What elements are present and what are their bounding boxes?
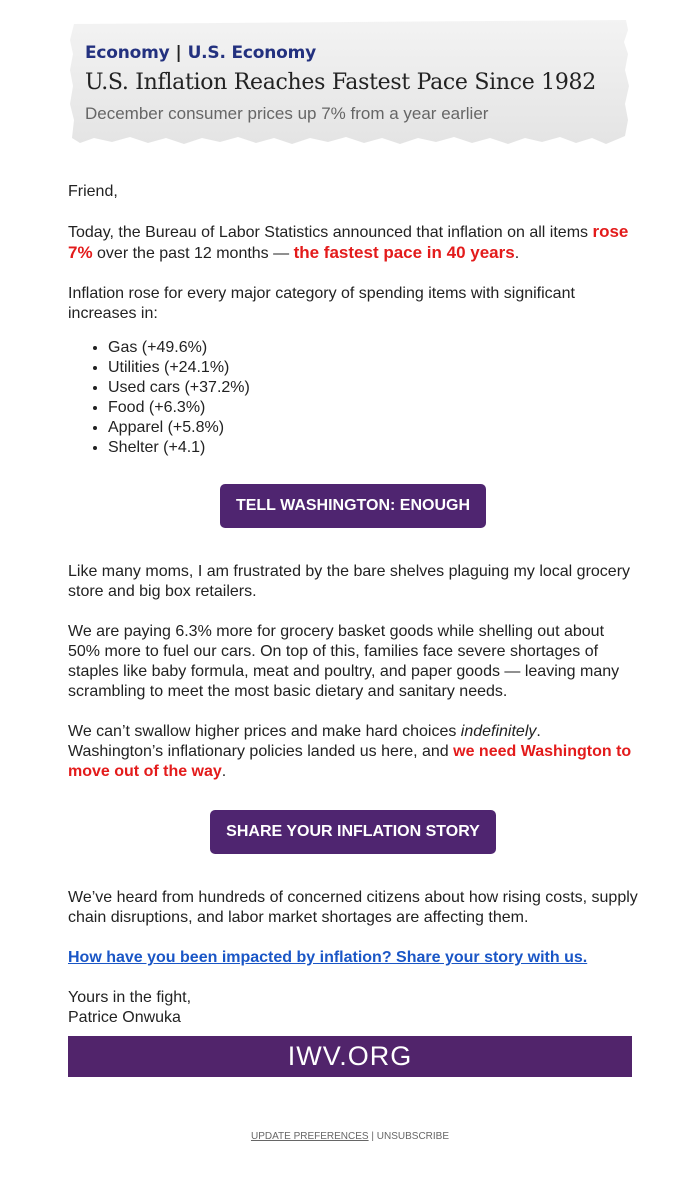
p1-text-a: Today, the Bureau of Labor Statistics announced that inflation on all items	[68, 224, 593, 241]
p5-text-a: We can’t swallow higher prices and make hard choices	[68, 723, 461, 740]
news-clipping	[70, 20, 630, 160]
category-list	[68, 338, 638, 458]
clipping-headline: U.S. Inflation Reaches Fastest Pace Since 1982	[85, 70, 596, 95]
unsubscribe-link[interactable]: UNSUBSCRIBE	[376, 1131, 450, 1142]
paragraph-heard: We’ve heard from hundreds of concerned citizens about how rising costs, supply chain disruptions, and labor market shortages are affecting them.	[68, 889, 638, 926]
paragraph-moms: Like many moms, I am frustrated by the bare shelves plaguing my local grocery store and big box retailers.	[68, 563, 631, 600]
p5-highlight: we need Washington to move out of the way	[68, 743, 632, 780]
p1-highlight-rose: rose 7%	[68, 222, 629, 262]
share-story-button[interactable]: SHARE YOUR INFLATION STORY	[210, 810, 496, 854]
update-preferences-link[interactable]: UPDATE PREFERENCES	[250, 1131, 369, 1142]
paragraph-link	[68, 948, 638, 968]
list-item: • Gas (+49.6%)	[108, 338, 638, 358]
list-item: • Food (+6.3%)	[108, 398, 638, 418]
footer-divider: |	[371, 1131, 374, 1142]
p5-emphasis: indefinitely	[460, 723, 537, 740]
button-row-1	[68, 484, 638, 528]
clipping-subhead: December consumer prices up 7% from a year earlier	[85, 104, 489, 123]
footer-links	[0, 1131, 700, 1142]
signoff: Yours in the fight,	[68, 989, 192, 1006]
list-item: • Used cars (+37.2%)	[108, 378, 638, 398]
email-body	[68, 182, 638, 1048]
list-item: • Apparel (+5.8%)	[108, 418, 638, 438]
breadcrumb-economy: Economy	[85, 43, 170, 63]
iwv-banner[interactable]	[68, 1036, 632, 1077]
button-row-2	[68, 810, 638, 854]
breadcrumb	[85, 42, 620, 64]
p1-text-c: .	[514, 245, 520, 262]
greeting: Friend,	[68, 183, 118, 200]
signature: Patrice Onwuka	[68, 1009, 181, 1026]
share-story-link[interactable]: How have you been impacted by inflation? Share your story with us.	[68, 949, 588, 966]
list-item: • Shelter (+4.1)	[108, 438, 638, 458]
paragraph-prices: We are paying 6.3% more for grocery basket goods while shelling out about 50% more to fuel our cars. On top of this, families face severe shortages of staples like baby formula, meat and poultry, and paper goods — leaving many scrambling to meet the most basic dietary and sanitary needs.	[68, 623, 620, 700]
brand-logo-text: IWV.ORG	[287, 1041, 413, 1071]
breadcrumb-separator: |	[175, 43, 182, 63]
p1-highlight-fastest: the fastest pace in 40 years	[293, 243, 515, 262]
paragraph-washington	[68, 722, 638, 782]
p1-text-b: over the past 12 months —	[92, 245, 294, 262]
p5-text-c: .	[221, 763, 227, 780]
p5-text-b: . Washington’s inflationary policies landed us here, and	[68, 723, 541, 760]
paragraph-bls	[68, 222, 638, 264]
tell-washington-button[interactable]: TELL WASHINGTON: ENOUGH	[220, 484, 486, 528]
paragraph-categories: Inflation rose for every major category of spending items with significant increases in:	[68, 285, 575, 322]
breadcrumb-us-economy: U.S. Economy	[187, 43, 316, 63]
list-item: • Utilities (+24.1%)	[108, 358, 638, 378]
signoff-block	[68, 988, 638, 1028]
